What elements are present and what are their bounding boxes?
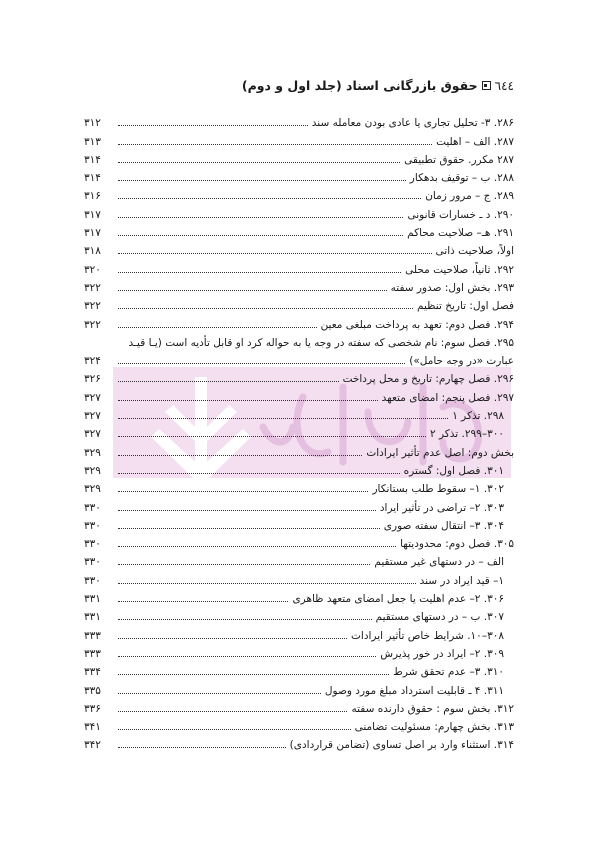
toc-entry[interactable]: عبارت «در وجه حامل») ۳۲۴ (84, 355, 514, 368)
toc-entry[interactable]: ۳۰۶. ۲– عدم اهلیت یا جعل امضای متعهد ظاهری ۳۳۱ (84, 593, 504, 606)
dot-leader (118, 271, 401, 273)
dot-leader (118, 655, 376, 657)
toc-entry[interactable]: ۲۸۷ مکرر. حقوق تطبیقی ۳۱۴ (84, 153, 514, 166)
toc-entry[interactable]: ۳۱۲. بخش سوم : حقوق دارنده سفته ۳۳۶ (84, 702, 514, 715)
dot-leader (118, 179, 406, 181)
dot-leader (118, 417, 448, 419)
dot-leader (118, 600, 288, 602)
dot-leader (118, 637, 347, 639)
toc-entry[interactable]: ۲۹۶. فصل چهارم: تاریخ و محل پرداخت ۳۲۶ (84, 373, 514, 386)
toc-entry[interactable]: الف – در دستهای غیر مستقیم ۳۳۰ (84, 556, 504, 569)
dot-leader (118, 289, 387, 291)
toc-entry[interactable]: ۳۰۵. فصل دوم: محدودیتها ۳۳۰ (84, 538, 514, 551)
toc-entry[interactable]: ۲۸۹. ج – مرور زمان ۳۱۶ (84, 190, 514, 203)
toc-entry[interactable]: ۳۰۱. فصل اول: گستره ۳۲۹ (84, 464, 504, 477)
toc-entry[interactable]: ۳۰۲. ۱– سقوط طلب بستانکار ۳۲۹ (84, 483, 504, 496)
dot-leader (118, 490, 368, 492)
toc-entry-continued[interactable]: ۲۹۵. فصل سوم: نام شخصی که سفته در وجه یا به حواله کرد او قابل تأدیه است (یـا قیـد (128, 336, 514, 349)
dot-leader (118, 454, 362, 456)
dot-leader (118, 563, 370, 565)
toc-entry[interactable]: ۳۱۳. بخش چهارم: مسئولیت تضامنی ۳۴۱ (84, 721, 514, 734)
dot-leader (118, 582, 416, 584)
dot-leader (118, 252, 432, 254)
toc-entry[interactable]: ۲۹۰. د ـ خسارات قانونی ۳۱۷ (84, 208, 514, 221)
toc-entry[interactable]: ۲۸۷. الف – اهلیت ۳۱۳ (84, 135, 514, 148)
dot-leader (118, 124, 308, 126)
dot-leader (118, 234, 403, 236)
toc-entry[interactable]: ۳۰۷. ب – در دستهای مستقیم ۳۳۱ (84, 611, 504, 624)
toc-entry[interactable]: ۳۰۹. ۲– ایراد در خور پذیرش ۳۳۳ (84, 647, 504, 660)
toc-entry[interactable]: بخش دوم: اصل عدم تأثیر ایرادات ۳۲۹ (84, 446, 514, 459)
dot-leader (118, 143, 432, 145)
toc-entry[interactable]: ۲۹۲. ثانیاً، صلاحیت محلی ۳۲۰ (84, 263, 514, 276)
dot-leader (118, 380, 339, 382)
dot-leader (118, 618, 372, 620)
square-bullet-icon (482, 81, 491, 90)
dot-leader (118, 728, 351, 730)
dot-leader (118, 746, 286, 748)
dot-leader (118, 399, 378, 401)
toc-entry[interactable]: ۲۹۸. تذکر ۱ ۳۲۷ (84, 410, 504, 423)
dot-leader (118, 472, 400, 474)
dot-leader (118, 435, 426, 437)
running-header (242, 78, 514, 93)
dot-leader (118, 307, 413, 309)
dot-leader (118, 710, 347, 712)
dot-leader (118, 362, 405, 364)
toc-entry[interactable]: ۲۹۴. فصل دوم: تعهد به پرداخت مبلغی معین ۳۲۲ (84, 318, 514, 331)
toc-entry[interactable]: ۳۰۸–۱۰. شرایط خاص تأثیر ایرادات ۳۳۳ (84, 629, 504, 642)
toc-entry[interactable]: ۳۰۳. ۲– تراضی در تأثیر ایراد ۳۳۰ (84, 501, 504, 514)
dot-leader (118, 216, 403, 218)
toc-entry[interactable]: ۳۰۰–۲۹۹. تذکر ۲ ۳۲۷ (84, 428, 504, 441)
dot-leader (118, 326, 317, 328)
book-title: حقوق بازرگانی اسناد (جلد اول و دوم) (241, 78, 478, 93)
dot-leader (118, 673, 389, 675)
toc-entry[interactable]: ۳۰۴. ۳– انتقال سفته صوری ۳۳۰ (84, 519, 504, 532)
toc-entry[interactable]: ۲۹۳. بخش اول: صدور سفته ۳۲۲ (84, 281, 514, 294)
toc-entry[interactable]: ۲۸۶. ۳- تحلیل تجاری یا عادی بودن معامله سند ۳۱۲ (84, 117, 514, 130)
dot-leader (118, 197, 421, 199)
toc-entry[interactable]: ۳۱۰. ۳– عدم تحقق شرط ۳۳۴ (84, 666, 504, 679)
toc-entry[interactable]: ۲۹۷. فصل پنجم: امضای متعهد ۳۲۷ (84, 391, 514, 404)
toc-entry[interactable]: ۳۱۴. استثناء وارد بر اصل تساوی (تضامن قراردادی) ۳۴۲ (84, 739, 514, 752)
toc-entry[interactable]: ۳۱۱. ۴ ـ قابلیت استرداد مبلغ مورد وصول ۳۳۵ (84, 684, 504, 697)
toc-entry[interactable]: ۱– قید ایراد در سند ۳۳۰ (84, 574, 504, 587)
table-of-contents (84, 112, 514, 752)
dot-leader (118, 692, 321, 694)
dot-leader (118, 161, 400, 163)
page-number: ٦٤٤ (494, 78, 514, 93)
toc-entry[interactable]: اولاً، صلاحیت ذاتی ۳۱۸ (84, 245, 514, 258)
dot-leader (118, 509, 376, 511)
toc-entry[interactable]: ۲۸۸. ب – توقیف بدهکار ۳۱۴ (84, 172, 514, 185)
toc-entry[interactable]: ۲۹۱. هـ– صلاحیت محاکم ۳۱۷ (84, 227, 514, 240)
dot-leader (118, 545, 396, 547)
toc-entry[interactable]: فصل اول: تاریخ تنظیم ۳۲۲ (84, 300, 514, 313)
dot-leader (118, 527, 380, 529)
